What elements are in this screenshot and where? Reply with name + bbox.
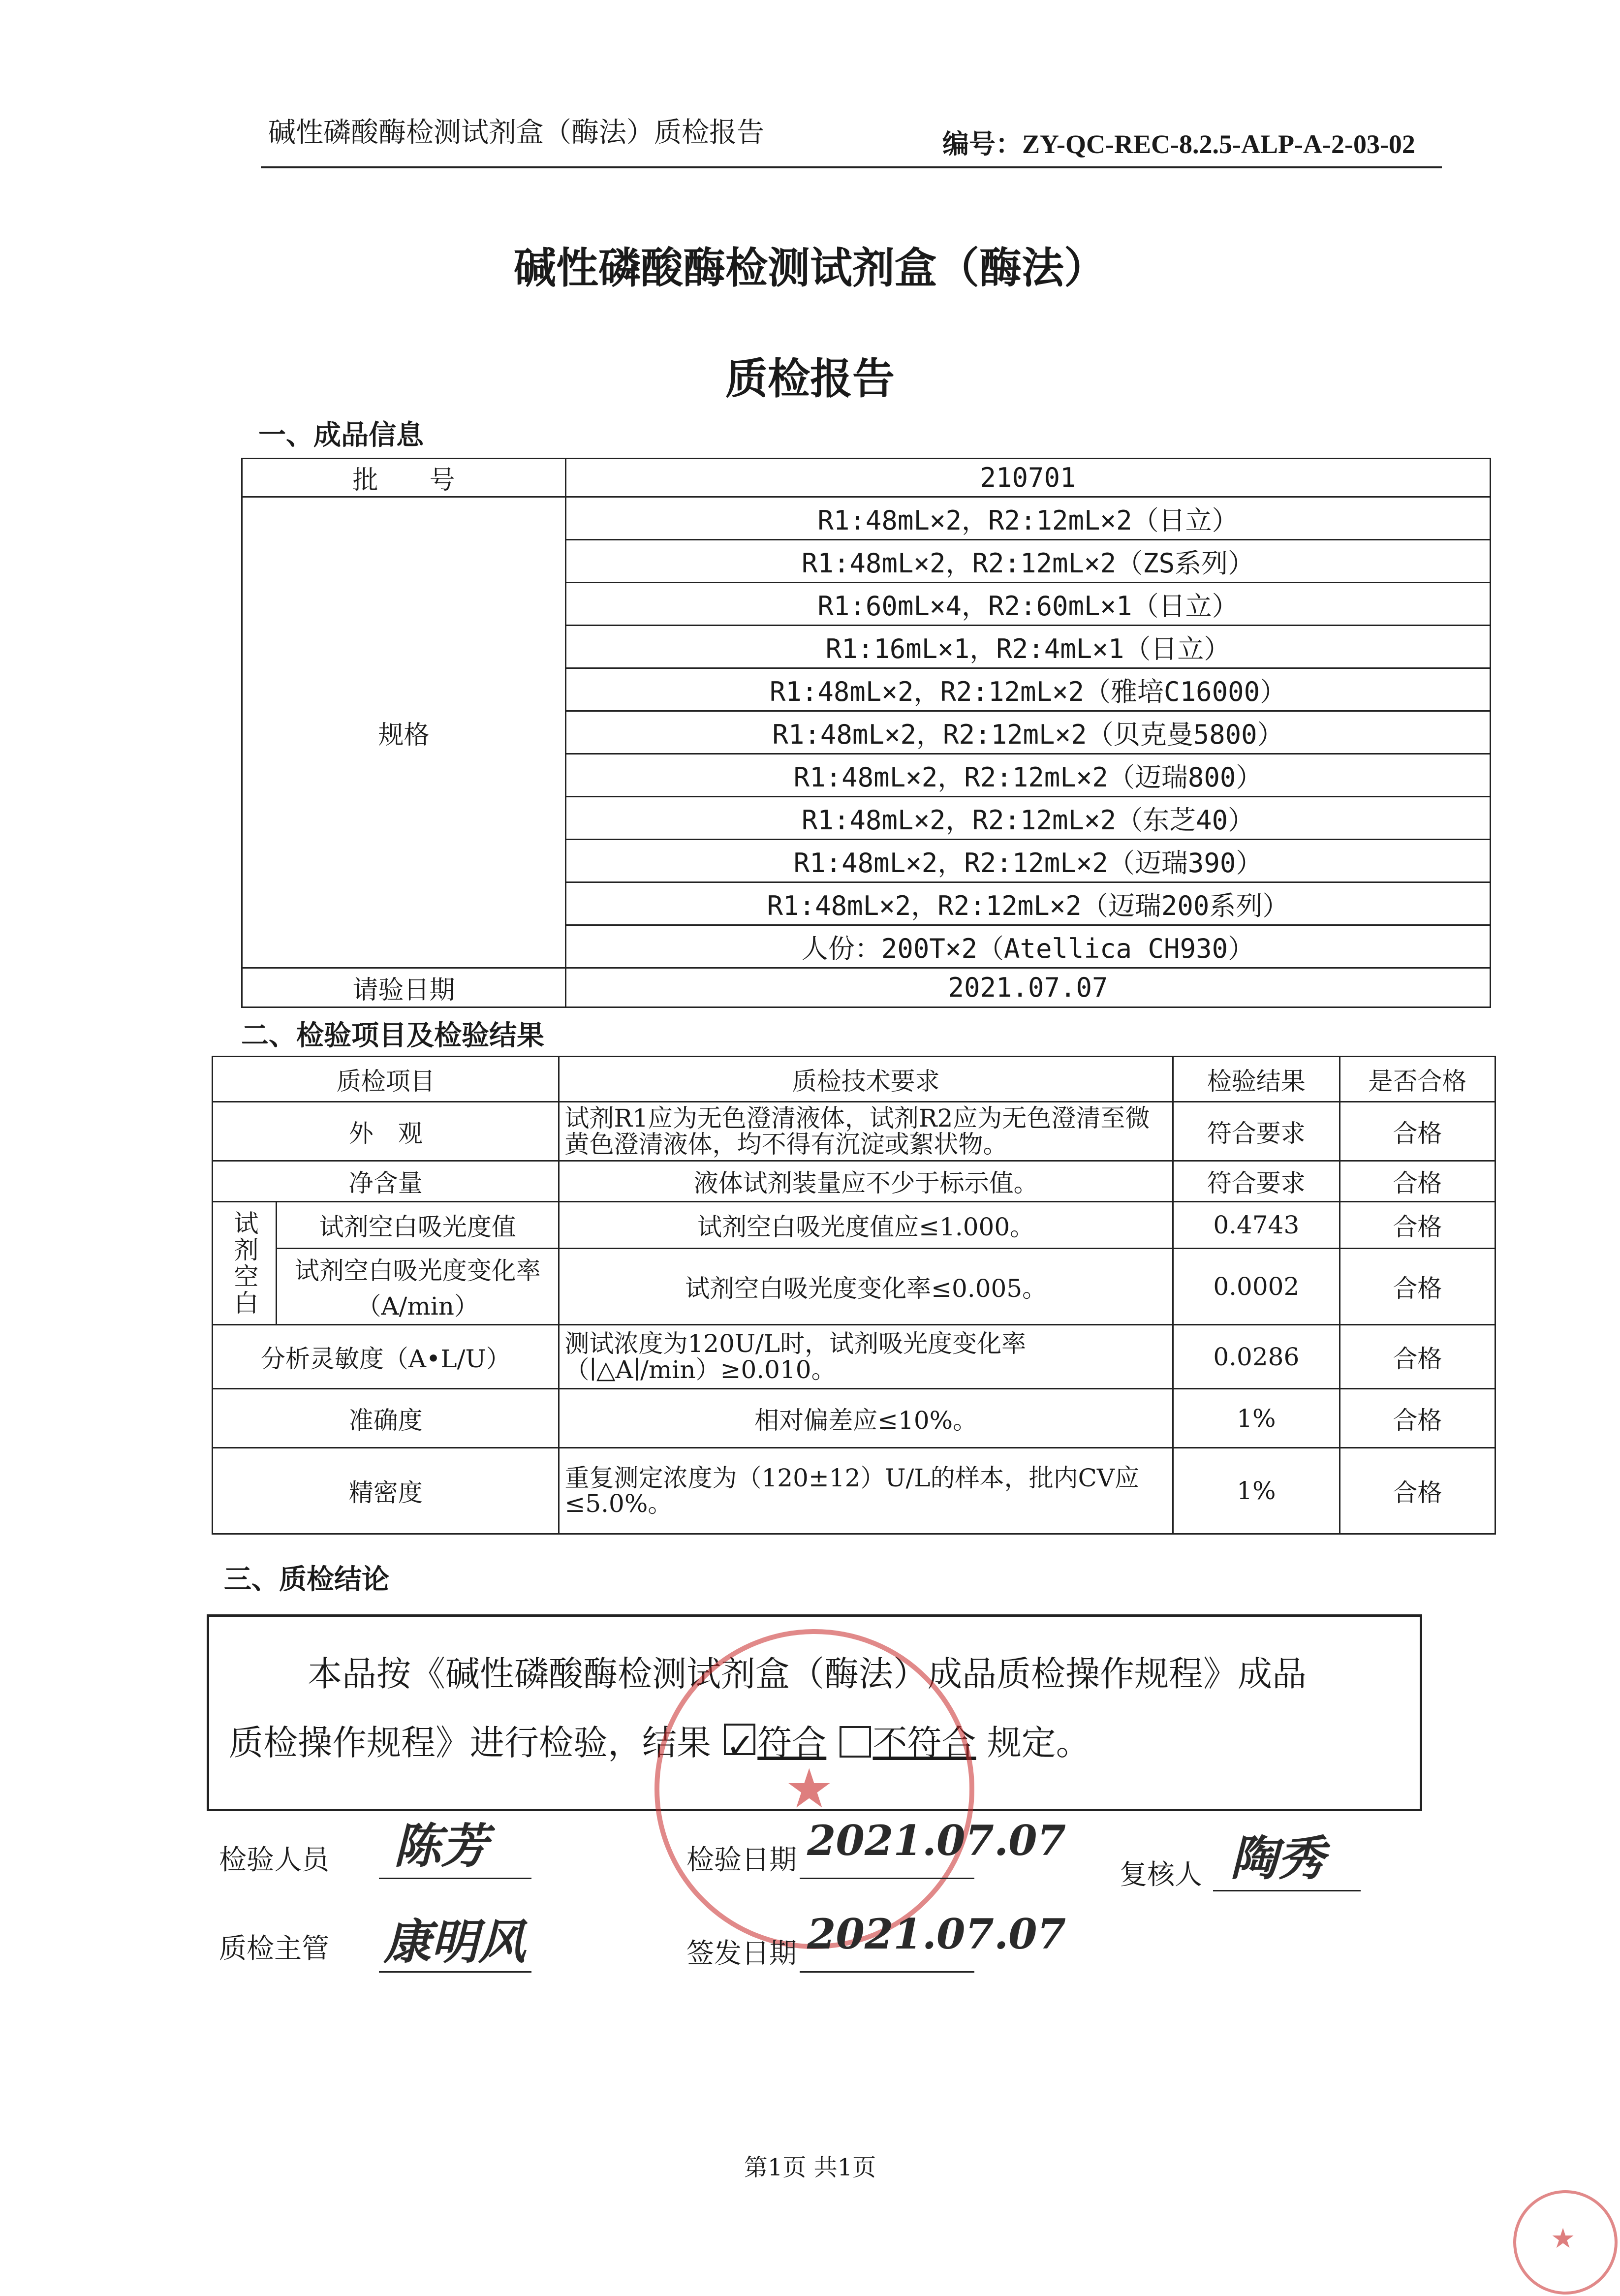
spec-item: R1:48mL×2，R2:12mL×2（东芝40） — [566, 797, 1491, 840]
requirement-blank-absorbance: 试剂空白吸光度值应≤1.000。 — [559, 1202, 1173, 1249]
spec-item: R1:16mL×1，R2:4mL×1（日立） — [566, 626, 1491, 668]
spec-item: R1:48mL×2，R2:12mL×2（日立） — [566, 497, 1491, 540]
header-divider — [261, 166, 1442, 168]
document-title: 碱性磷酸酶检测试剂盒（酶法） — [514, 243, 1106, 293]
item-sensitivity: 分析灵敏度（A•L/U） — [213, 1325, 559, 1389]
inspector-signature: 陈芳 — [394, 1818, 488, 1874]
spec-item: R1:48mL×2，R2:12mL×2（迈瑞800） — [566, 754, 1491, 797]
batch-value: 210701 — [566, 459, 1491, 497]
requirement-blank-rate: 试剂空白吸光度变化率≤0.005。 — [559, 1249, 1173, 1325]
spec-item: 人份：200T×2（Atellica CH930） — [566, 925, 1491, 968]
header-title: 碱性磷酸酶检测试剂盒（酶法）质检报告 — [268, 117, 764, 149]
blank-group-label: 试剂空白 — [213, 1202, 277, 1325]
pass-sensitivity: 合格 — [1340, 1325, 1495, 1389]
item-blank-rate: 试剂空白吸光度变化率（A/min） — [277, 1249, 559, 1325]
requirement-precision: 重复测定浓度为（120±12）U/L的样本，批内CV应≤5.0%。 — [559, 1448, 1173, 1534]
checkbox-conform[interactable]: ✓ — [724, 1724, 755, 1755]
pass-blank-rate: 合格 — [1340, 1249, 1495, 1325]
result-precision: 1% — [1173, 1448, 1340, 1534]
spec-item: R1:48mL×2，R2:12mL×2（ZS系列） — [566, 540, 1491, 583]
spec-item: R1:48mL×2，R2:12mL×2（迈瑞200系列） — [566, 882, 1491, 925]
result-net-content: 符合要求 — [1173, 1161, 1340, 1202]
requirement-net-content: 液体试剂装量应不少于标示值。 — [559, 1161, 1173, 1202]
item-net-content: 净含量 — [213, 1161, 559, 1202]
reviewer-label: 复核人 — [1120, 1859, 1202, 1891]
supervisor-label: 质检主管 — [219, 1933, 329, 1965]
pass-accuracy: 合格 — [1340, 1389, 1495, 1448]
section1-heading: 一、成品信息 — [258, 419, 424, 451]
requirement-appearance: 试剂R1应为无色澄清液体，试剂R2应为无色澄清至微黄色澄清液体，均不得有沉淀或絮状物。 — [559, 1102, 1173, 1161]
document-number: 编号：ZY-QC-REC-8.2.5-ALP-A-2-03-02 — [942, 129, 1415, 159]
document-subtitle: 质检报告 — [725, 354, 895, 404]
page-footer: 第1页 共1页 — [744, 2154, 876, 2181]
inspect-date-label: 检验日期 — [686, 1844, 797, 1876]
request-date-label: 请验日期 — [242, 968, 566, 1007]
pass-blank-absorbance: 合格 — [1340, 1202, 1495, 1249]
issue-date-label: 签发日期 — [686, 1938, 797, 1970]
option-nonconform: 不符合 — [872, 1723, 976, 1763]
requirement-accuracy: 相对偏差应≤10%。 — [559, 1389, 1173, 1448]
reviewer-signature: 陶秀 — [1230, 1830, 1325, 1886]
small-seal — [1513, 2190, 1618, 2295]
spec-label: 规格 — [242, 497, 566, 968]
result-blank-absorbance: 0.4743 — [1173, 1202, 1340, 1249]
inspect-date-line — [800, 1878, 974, 1879]
conclusion-line1: 本品按《碱性磷酸酶检测试剂盒（酶法）成品质检操作规程》成品 — [308, 1654, 1307, 1694]
seal-star-icon: ★ — [785, 1757, 834, 1820]
item-precision: 精密度 — [213, 1448, 559, 1534]
col-header-requirement: 质检技术要求 — [559, 1057, 1173, 1102]
result-accuracy: 1% — [1173, 1389, 1340, 1448]
spec-item: R1:48mL×2，R2:12mL×2（雅培C16000） — [566, 668, 1491, 711]
issue-date-signature: 2021.07.07 — [807, 1910, 1066, 1958]
result-blank-rate: 0.0002 — [1173, 1249, 1340, 1325]
spec-item: R1:60mL×4，R2:60mL×1（日立） — [566, 583, 1491, 626]
inspector-label: 检验人员 — [219, 1844, 329, 1876]
col-header-pass: 是否合格 — [1340, 1057, 1495, 1102]
pass-precision: 合格 — [1340, 1448, 1495, 1534]
pass-net-content: 合格 — [1340, 1161, 1495, 1202]
requirement-sensitivity: 测试浓度为120U/L时，试剂吸光度变化率（∣△A∣/min）≥0.010。 — [559, 1325, 1173, 1389]
result-sensitivity: 0.0286 — [1173, 1325, 1340, 1389]
conclusion-text: 质检操作规程》进行检验，结果 — [229, 1723, 711, 1763]
product-info-table — [241, 458, 1491, 1008]
item-appearance: 外 观 — [213, 1102, 559, 1161]
small-seal-star-icon: ★ — [1551, 2223, 1576, 2255]
inspect-date-signature: 2021.07.07 — [807, 1816, 1066, 1865]
reviewer-line — [1213, 1890, 1361, 1891]
item-blank-absorbance: 试剂空白吸光度值 — [277, 1202, 559, 1249]
col-header-item: 质检项目 — [213, 1057, 559, 1102]
spec-item: R1:48mL×2，R2:12mL×2（贝克曼5800） — [566, 711, 1491, 754]
option-conform: 符合 — [757, 1723, 827, 1763]
conclusion-end: 规定。 — [987, 1723, 1090, 1763]
section3-heading: 三、质检结论 — [224, 1563, 389, 1596]
issue-date-line — [800, 1971, 974, 1973]
spec-item: R1:48mL×2，R2:12mL×2（迈瑞390） — [566, 840, 1491, 882]
inspector-line — [379, 1878, 531, 1879]
item-accuracy: 准确度 — [213, 1389, 559, 1448]
section2-heading: 二、检验项目及检验结果 — [241, 1019, 544, 1052]
batch-label: 批 号 — [242, 459, 566, 497]
supervisor-line — [379, 1971, 531, 1973]
company-seal — [654, 1629, 974, 1949]
pass-appearance: 合格 — [1340, 1102, 1495, 1161]
result-appearance: 符合要求 — [1173, 1102, 1340, 1161]
col-header-result: 检验结果 — [1173, 1057, 1340, 1102]
inspection-results-table — [212, 1056, 1496, 1535]
request-date-value: 2021.07.07 — [566, 968, 1491, 1007]
supervisor-signature: 康明风 — [384, 1914, 526, 1970]
